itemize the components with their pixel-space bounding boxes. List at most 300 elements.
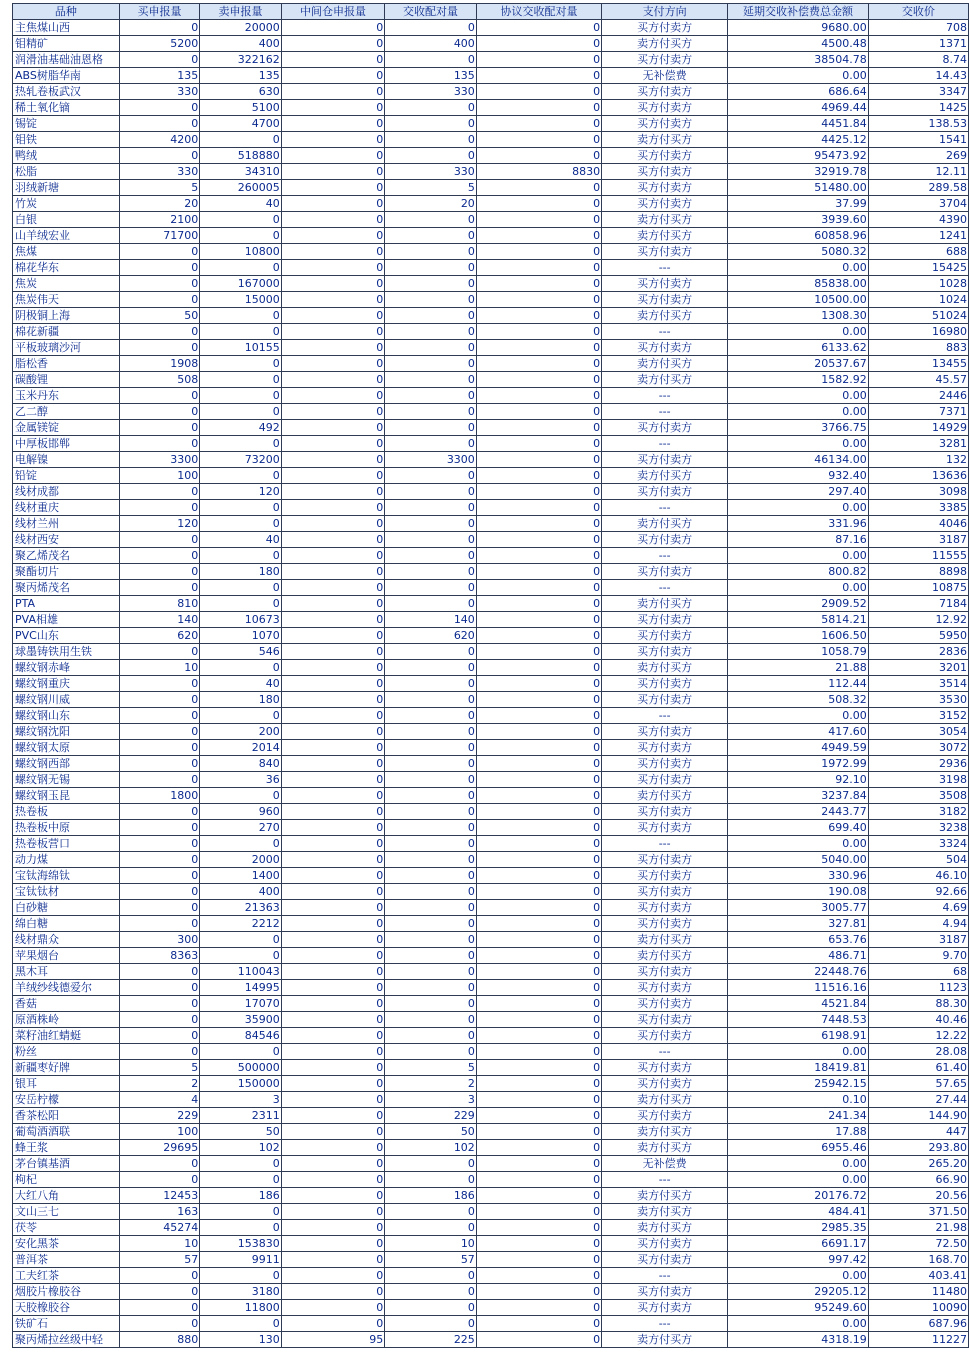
table-row <box>13 180 969 196</box>
matched-qty-cell: 0 <box>385 1300 477 1316</box>
product-cell: 白砂糖 <box>13 900 120 916</box>
delivery-price-cell: 11555 <box>868 548 968 564</box>
compensation-cell: 1308.30 <box>728 308 869 324</box>
sell-qty-cell: 518880 <box>200 148 282 164</box>
intermediate-qty-cell: 0 <box>281 756 385 772</box>
payment-direction-cell: --- <box>602 580 728 596</box>
buy-qty-cell: 620 <box>119 628 200 644</box>
compensation-cell: 327.81 <box>728 916 869 932</box>
payment-direction-cell: 买方付卖方 <box>602 180 728 196</box>
matched-qty-cell: 0 <box>385 1268 477 1284</box>
buy-qty-cell: 140 <box>119 612 200 628</box>
sell-qty-cell: 40 <box>200 676 282 692</box>
table-row <box>13 676 969 692</box>
product-cell: 中厚板邯郸 <box>13 436 120 452</box>
delivery-price-cell: 2446 <box>868 388 968 404</box>
table-body <box>13 20 969 1348</box>
matched-qty-cell: 0 <box>385 132 477 148</box>
compensation-cell: 0.00 <box>728 260 869 276</box>
intermediate-qty-cell: 0 <box>281 884 385 900</box>
buy-qty-cell: 0 <box>119 884 200 900</box>
payment-direction-cell: 卖方付买方 <box>602 1140 728 1156</box>
matched-qty-cell: 0 <box>385 772 477 788</box>
agreement-qty-cell: 0 <box>476 804 601 820</box>
product-cell: 聚酯切片 <box>13 564 120 580</box>
col-header-buy-qty: 买申报量 <box>119 4 200 20</box>
table-row <box>13 1236 969 1252</box>
sell-qty-cell: 15000 <box>200 292 282 308</box>
payment-direction-cell: 卖方付买方 <box>602 516 728 532</box>
compensation-cell: 932.40 <box>728 468 869 484</box>
agreement-qty-cell: 0 <box>476 868 601 884</box>
agreement-qty-cell: 0 <box>476 820 601 836</box>
compensation-cell: 0.00 <box>728 1268 869 1284</box>
delivery-price-cell: 371.50 <box>868 1204 968 1220</box>
payment-direction-cell: 买方付卖方 <box>602 1012 728 1028</box>
payment-direction-cell: 买方付卖方 <box>602 532 728 548</box>
payment-direction-cell: 买方付卖方 <box>602 980 728 996</box>
sell-qty-cell: 1070 <box>200 628 282 644</box>
product-cell: 钼精矿 <box>13 36 120 52</box>
matched-qty-cell: 0 <box>385 980 477 996</box>
payment-direction-cell: 卖方付买方 <box>602 132 728 148</box>
sell-qty-cell: 5100 <box>200 100 282 116</box>
buy-qty-cell: 0 <box>119 772 200 788</box>
matched-qty-cell: 0 <box>385 212 477 228</box>
delivery-price-cell: 1123 <box>868 980 968 996</box>
agreement-qty-cell: 0 <box>476 1092 601 1108</box>
matched-qty-cell: 0 <box>385 436 477 452</box>
agreement-qty-cell: 8830 <box>476 164 601 180</box>
compensation-cell: 0.00 <box>728 708 869 724</box>
sell-qty-cell: 0 <box>200 1172 282 1188</box>
buy-qty-cell: 0 <box>119 292 200 308</box>
buy-qty-cell: 0 <box>119 740 200 756</box>
payment-direction-cell: --- <box>602 1044 728 1060</box>
payment-direction-cell: 买方付卖方 <box>602 692 728 708</box>
sell-qty-cell: 270 <box>200 820 282 836</box>
agreement-qty-cell: 0 <box>476 980 601 996</box>
compensation-cell: 32919.78 <box>728 164 869 180</box>
buy-qty-cell: 0 <box>119 1268 200 1284</box>
matched-qty-cell: 0 <box>385 820 477 836</box>
table-row <box>13 388 969 404</box>
table-row <box>13 68 969 84</box>
compensation-cell: 3939.60 <box>728 212 869 228</box>
payment-direction-cell: 买方付卖方 <box>602 20 728 36</box>
product-cell: 焦煤 <box>13 244 120 260</box>
table-row <box>13 692 969 708</box>
intermediate-qty-cell: 0 <box>281 996 385 1012</box>
payment-direction-cell: 卖方付买方 <box>602 948 728 964</box>
product-cell: 聚丙烯拉丝级中轻 <box>13 1332 120 1348</box>
compensation-cell: 331.96 <box>728 516 869 532</box>
delivery-price-cell: 10090 <box>868 1300 968 1316</box>
sell-qty-cell: 0 <box>200 836 282 852</box>
compensation-cell: 0.00 <box>728 388 869 404</box>
payment-direction-cell: --- <box>602 260 728 276</box>
matched-qty-cell: 330 <box>385 84 477 100</box>
sell-qty-cell: 840 <box>200 756 282 772</box>
compensation-cell: 0.00 <box>728 324 869 340</box>
payment-direction-cell: --- <box>602 1172 728 1188</box>
delivery-price-cell: 138.53 <box>868 116 968 132</box>
payment-direction-cell: --- <box>602 388 728 404</box>
payment-direction-cell: 买方付卖方 <box>602 100 728 116</box>
buy-qty-cell: 3300 <box>119 452 200 468</box>
matched-qty-cell: 0 <box>385 532 477 548</box>
col-header-intermediate-qty: 中间仓申报量 <box>281 4 385 20</box>
matched-qty-cell: 0 <box>385 516 477 532</box>
compensation-cell: 486.71 <box>728 948 869 964</box>
table-row <box>13 1060 969 1076</box>
table-row <box>13 292 969 308</box>
matched-qty-cell: 20 <box>385 196 477 212</box>
buy-qty-cell: 0 <box>119 388 200 404</box>
sell-qty-cell: 0 <box>200 372 282 388</box>
payment-direction-cell: 买方付卖方 <box>602 340 728 356</box>
sell-qty-cell: 546 <box>200 644 282 660</box>
agreement-qty-cell: 0 <box>476 148 601 164</box>
sell-qty-cell: 2311 <box>200 1108 282 1124</box>
intermediate-qty-cell: 0 <box>281 1172 385 1188</box>
sell-qty-cell: 0 <box>200 708 282 724</box>
intermediate-qty-cell: 0 <box>281 852 385 868</box>
buy-qty-cell: 0 <box>119 676 200 692</box>
matched-qty-cell: 0 <box>385 740 477 756</box>
matched-qty-cell: 0 <box>385 292 477 308</box>
delivery-price-cell: 51024 <box>868 308 968 324</box>
compensation-cell: 37.99 <box>728 196 869 212</box>
sell-qty-cell: 0 <box>200 548 282 564</box>
compensation-cell: 241.34 <box>728 1108 869 1124</box>
agreement-qty-cell: 0 <box>476 1284 601 1300</box>
matched-qty-cell: 0 <box>385 964 477 980</box>
agreement-qty-cell: 0 <box>476 36 601 52</box>
sell-qty-cell: 0 <box>200 404 282 420</box>
sell-qty-cell: 73200 <box>200 452 282 468</box>
table-row <box>13 788 969 804</box>
intermediate-qty-cell: 0 <box>281 436 385 452</box>
table-row <box>13 228 969 244</box>
product-cell: 鸭绒 <box>13 148 120 164</box>
compensation-cell: 0.00 <box>728 1044 869 1060</box>
sell-qty-cell: 1400 <box>200 868 282 884</box>
buy-qty-cell: 163 <box>119 1204 200 1220</box>
table-row <box>13 628 969 644</box>
table-row <box>13 196 969 212</box>
compensation-cell: 11516.16 <box>728 980 869 996</box>
payment-direction-cell: 卖方付买方 <box>602 1124 728 1140</box>
payment-direction-cell: 无补偿费 <box>602 1156 728 1172</box>
sell-qty-cell: 186 <box>200 1188 282 1204</box>
buy-qty-cell: 10 <box>119 1236 200 1252</box>
matched-qty-cell: 0 <box>385 1284 477 1300</box>
delivery-price-cell: 2836 <box>868 644 968 660</box>
payment-direction-cell: 买方付卖方 <box>602 724 728 740</box>
delivery-price-cell: 688 <box>868 244 968 260</box>
agreement-qty-cell: 0 <box>476 1332 601 1348</box>
intermediate-qty-cell: 0 <box>281 708 385 724</box>
payment-direction-cell: 买方付卖方 <box>602 916 728 932</box>
compensation-cell: 4521.84 <box>728 996 869 1012</box>
agreement-qty-cell: 0 <box>476 1044 601 1060</box>
table-row <box>13 436 969 452</box>
intermediate-qty-cell: 0 <box>281 964 385 980</box>
payment-direction-cell: 买方付卖方 <box>602 420 728 436</box>
payment-direction-cell: 买方付卖方 <box>602 676 728 692</box>
table-row <box>13 708 969 724</box>
buy-qty-cell: 0 <box>119 404 200 420</box>
delivery-price-cell: 504 <box>868 852 968 868</box>
matched-qty-cell: 0 <box>385 276 477 292</box>
product-cell: 螺纹钢赤峰 <box>13 660 120 676</box>
intermediate-qty-cell: 0 <box>281 132 385 148</box>
delivery-price-cell: 3201 <box>868 660 968 676</box>
delivery-price-cell: 3530 <box>868 692 968 708</box>
agreement-qty-cell: 0 <box>476 20 601 36</box>
product-cell: 工夫红茶 <box>13 1268 120 1284</box>
sell-qty-cell: 0 <box>200 436 282 452</box>
buy-qty-cell: 0 <box>119 1044 200 1060</box>
table-row <box>13 244 969 260</box>
compensation-cell: 800.82 <box>728 564 869 580</box>
compensation-cell: 6133.62 <box>728 340 869 356</box>
matched-qty-cell: 0 <box>385 404 477 420</box>
agreement-qty-cell: 0 <box>476 724 601 740</box>
matched-qty-cell: 0 <box>385 788 477 804</box>
intermediate-qty-cell: 0 <box>281 1012 385 1028</box>
agreement-qty-cell: 0 <box>476 932 601 948</box>
delivery-price-cell: 20.56 <box>868 1188 968 1204</box>
payment-direction-cell: 买方付卖方 <box>602 292 728 308</box>
table-row <box>13 340 969 356</box>
table-row <box>13 724 969 740</box>
buy-qty-cell: 0 <box>119 1300 200 1316</box>
matched-qty-cell: 0 <box>385 20 477 36</box>
matched-qty-cell: 0 <box>385 996 477 1012</box>
agreement-qty-cell: 0 <box>476 1220 601 1236</box>
sell-qty-cell: 0 <box>200 932 282 948</box>
sell-qty-cell: 0 <box>200 324 282 340</box>
matched-qty-cell: 0 <box>385 676 477 692</box>
payment-direction-cell: 买方付卖方 <box>602 900 728 916</box>
product-cell: 大红八角 <box>13 1188 120 1204</box>
matched-qty-cell: 186 <box>385 1188 477 1204</box>
matched-qty-cell: 0 <box>385 500 477 516</box>
intermediate-qty-cell: 0 <box>281 372 385 388</box>
product-cell: 玉米丹东 <box>13 388 120 404</box>
agreement-qty-cell: 0 <box>476 644 601 660</box>
sell-qty-cell: 9911 <box>200 1252 282 1268</box>
table-row <box>13 1204 969 1220</box>
delivery-price-cell: 3152 <box>868 708 968 724</box>
compensation-cell: 95473.92 <box>728 148 869 164</box>
product-cell: 阴极铜上海 <box>13 308 120 324</box>
sell-qty-cell: 21363 <box>200 900 282 916</box>
agreement-qty-cell: 0 <box>476 372 601 388</box>
delivery-price-cell: 72.50 <box>868 1236 968 1252</box>
intermediate-qty-cell: 0 <box>281 564 385 580</box>
compensation-cell: 6198.91 <box>728 1028 869 1044</box>
sell-qty-cell: 84546 <box>200 1028 282 1044</box>
matched-qty-cell: 400 <box>385 36 477 52</box>
compensation-cell: 508.32 <box>728 692 869 708</box>
table-row <box>13 1316 969 1332</box>
sell-qty-cell: 2212 <box>200 916 282 932</box>
sell-qty-cell: 40 <box>200 532 282 548</box>
intermediate-qty-cell: 0 <box>281 532 385 548</box>
compensation-cell: 5080.32 <box>728 244 869 260</box>
agreement-qty-cell: 0 <box>476 212 601 228</box>
agreement-qty-cell: 0 <box>476 708 601 724</box>
buy-qty-cell: 0 <box>119 916 200 932</box>
delivery-price-cell: 68 <box>868 964 968 980</box>
delivery-price-cell: 7371 <box>868 404 968 420</box>
buy-qty-cell: 0 <box>119 1284 200 1300</box>
compensation-cell: 7448.53 <box>728 1012 869 1028</box>
compensation-cell: 0.00 <box>728 548 869 564</box>
sell-qty-cell: 630 <box>200 84 282 100</box>
matched-qty-cell: 135 <box>385 68 477 84</box>
intermediate-qty-cell: 0 <box>281 1268 385 1284</box>
buy-qty-cell: 0 <box>119 1156 200 1172</box>
payment-direction-cell: 卖方付买方 <box>602 932 728 948</box>
sell-qty-cell: 492 <box>200 420 282 436</box>
delivery-price-cell: 15425 <box>868 260 968 276</box>
product-cell: 螺纹钢沈阳 <box>13 724 120 740</box>
product-cell: 铅锭 <box>13 468 120 484</box>
buy-qty-cell: 0 <box>119 148 200 164</box>
compensation-cell: 3005.77 <box>728 900 869 916</box>
compensation-cell: 417.60 <box>728 724 869 740</box>
agreement-qty-cell: 0 <box>476 1252 601 1268</box>
compensation-cell: 1058.79 <box>728 644 869 660</box>
product-cell: 焦炭 <box>13 276 120 292</box>
buy-qty-cell: 10 <box>119 660 200 676</box>
matched-qty-cell: 0 <box>385 692 477 708</box>
agreement-qty-cell: 0 <box>476 596 601 612</box>
agreement-qty-cell: 0 <box>476 404 601 420</box>
product-cell: 松脂 <box>13 164 120 180</box>
agreement-qty-cell: 0 <box>476 964 601 980</box>
agreement-qty-cell: 0 <box>476 1268 601 1284</box>
payment-direction-cell: 卖方付买方 <box>602 1188 728 1204</box>
sell-qty-cell: 0 <box>200 948 282 964</box>
table-row <box>13 1028 969 1044</box>
payment-direction-cell: 买方付卖方 <box>602 1284 728 1300</box>
intermediate-qty-cell: 0 <box>281 84 385 100</box>
intermediate-qty-cell: 0 <box>281 340 385 356</box>
product-cell: 螺纹钢川威 <box>13 692 120 708</box>
delivery-price-cell: 4.94 <box>868 916 968 932</box>
agreement-qty-cell: 0 <box>476 308 601 324</box>
delivery-price-cell: 4390 <box>868 212 968 228</box>
sell-qty-cell: 180 <box>200 692 282 708</box>
sell-qty-cell: 0 <box>200 596 282 612</box>
buy-qty-cell: 0 <box>119 500 200 516</box>
table-row <box>13 516 969 532</box>
table-row <box>13 1172 969 1188</box>
agreement-qty-cell: 0 <box>476 420 601 436</box>
payment-direction-cell: 买方付卖方 <box>602 116 728 132</box>
product-cell: 山羊绒宏业 <box>13 228 120 244</box>
buy-qty-cell: 880 <box>119 1332 200 1348</box>
intermediate-qty-cell: 0 <box>281 260 385 276</box>
compensation-cell: 9680.00 <box>728 20 869 36</box>
intermediate-qty-cell: 0 <box>281 324 385 340</box>
compensation-cell: 4949.59 <box>728 740 869 756</box>
table-row <box>13 1044 969 1060</box>
table-row <box>13 1092 969 1108</box>
table-header <box>13 4 969 20</box>
intermediate-qty-cell: 0 <box>281 1092 385 1108</box>
delivery-price-cell: 3187 <box>868 932 968 948</box>
delivery-price-cell: 168.70 <box>868 1252 968 1268</box>
compensation-cell: 686.64 <box>728 84 869 100</box>
delivery-price-cell: 3238 <box>868 820 968 836</box>
agreement-qty-cell: 0 <box>476 68 601 84</box>
compensation-cell: 0.00 <box>728 68 869 84</box>
table-row <box>13 836 969 852</box>
delivery-price-cell: 687.96 <box>868 1316 968 1332</box>
matched-qty-cell: 140 <box>385 612 477 628</box>
intermediate-qty-cell: 0 <box>281 916 385 932</box>
product-cell: 脂松香 <box>13 356 120 372</box>
sell-qty-cell: 960 <box>200 804 282 820</box>
intermediate-qty-cell: 0 <box>281 1044 385 1060</box>
buy-qty-cell: 0 <box>119 484 200 500</box>
compensation-cell: 0.00 <box>728 436 869 452</box>
buy-qty-cell: 5200 <box>119 36 200 52</box>
intermediate-qty-cell: 0 <box>281 116 385 132</box>
buy-qty-cell: 0 <box>119 276 200 292</box>
product-cell: 钼铁 <box>13 132 120 148</box>
buy-qty-cell: 0 <box>119 52 200 68</box>
compensation-cell: 87.16 <box>728 532 869 548</box>
sell-qty-cell: 17070 <box>200 996 282 1012</box>
sell-qty-cell: 40 <box>200 196 282 212</box>
intermediate-qty-cell: 0 <box>281 148 385 164</box>
compensation-cell: 10500.00 <box>728 292 869 308</box>
delivery-price-cell: 27.44 <box>868 1092 968 1108</box>
matched-qty-cell: 0 <box>385 884 477 900</box>
matched-qty-cell: 0 <box>385 948 477 964</box>
intermediate-qty-cell: 0 <box>281 20 385 36</box>
buy-qty-cell: 0 <box>119 724 200 740</box>
agreement-qty-cell: 0 <box>476 628 601 644</box>
agreement-qty-cell: 0 <box>476 772 601 788</box>
table-row <box>13 532 969 548</box>
table-row <box>13 820 969 836</box>
compensation-cell: 0.00 <box>728 500 869 516</box>
matched-qty-cell: 0 <box>385 932 477 948</box>
payment-direction-cell: 买方付卖方 <box>602 612 728 628</box>
intermediate-qty-cell: 0 <box>281 788 385 804</box>
delivery-price-cell: 144.90 <box>868 1108 968 1124</box>
buy-qty-cell: 120 <box>119 516 200 532</box>
sell-qty-cell: 500000 <box>200 1060 282 1076</box>
agreement-qty-cell: 0 <box>476 1172 601 1188</box>
product-cell: 稀土氧化镝 <box>13 100 120 116</box>
compensation-cell: 1582.92 <box>728 372 869 388</box>
delivery-price-cell: 3385 <box>868 500 968 516</box>
agreement-qty-cell: 0 <box>476 1156 601 1172</box>
sell-qty-cell: 34310 <box>200 164 282 180</box>
matched-qty-cell: 225 <box>385 1332 477 1348</box>
sell-qty-cell: 153830 <box>200 1236 282 1252</box>
matched-qty-cell: 2 <box>385 1076 477 1092</box>
